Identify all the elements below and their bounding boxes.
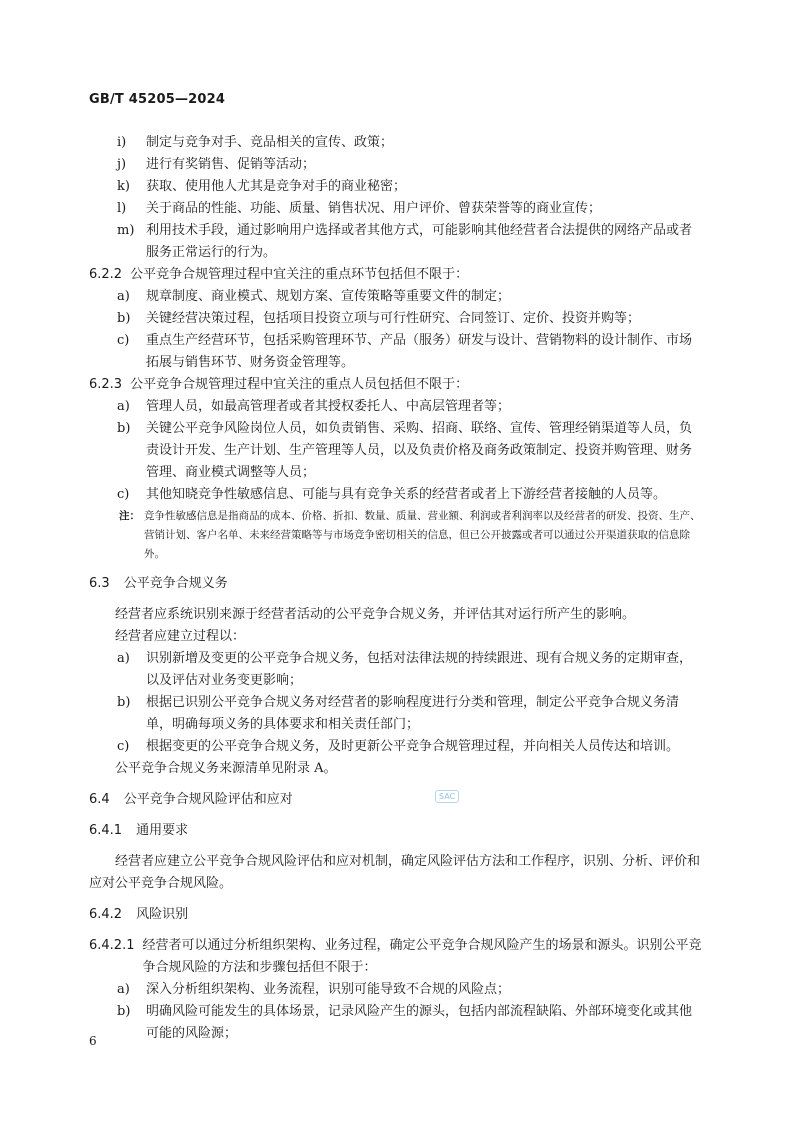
list-item-text: 重点生产经营环节，包括采购管理环节、产品（服务）研发与设计、营销物料的设计制作、市场拓展与销售环节、财务资金管理等。 <box>146 333 693 370</box>
section-number: 6.4 <box>89 792 110 807</box>
clause-6-2-2 <box>89 264 702 286</box>
clause-6-2-3 <box>89 374 702 396</box>
section-heading-6-4-2 <box>89 904 702 926</box>
note-text: 竞争性敏感信息是指商品的成本、价格、折扣、数量、质量、营业额、利润或者利润率以及经营者的研发、投资、生产、营销计划、客户名单、未来经营策略等与市场竞争密切相关的信息，但已公开披露或者可以通过公开渠道获取的信息除外。 <box>144 510 701 560</box>
list-item-label: a) <box>117 982 130 997</box>
list-item <box>89 396 702 418</box>
list-item-text: 其他知晓竞争性敏感信息、可能与具有竞争关系的经营者或者上下游经营者接触的人员等。 <box>146 487 667 502</box>
clause-number: 6.2.2 <box>89 267 123 282</box>
note-label: 注： <box>119 510 140 522</box>
list-item <box>89 648 702 692</box>
standard-number-header: GB/T 45205—2024 <box>89 92 226 107</box>
section-title: 风险识别 <box>136 907 189 922</box>
list-item-text: 利用技术手段，通过影响用户选择或者其他方式，可能影响其他经营者合法提供的网络产品或者服务正常运行的行为。 <box>146 223 693 260</box>
clause-text: 经营者可以通过分析组织架构、业务过程，确定公平竞争合规风险产生的场景和源头。识别公平竞争合规风险的方法和步骤包括但不限于： <box>142 938 702 975</box>
list-item-text: 进行有奖销售、促销等活动； <box>146 157 316 172</box>
list-item <box>89 154 702 176</box>
list-item-text: 根据变更的公平竞争合规义务，及时更新公平竞争合规管理过程，并向相关人员传达和培训。 <box>146 739 680 754</box>
page-content <box>89 132 702 1045</box>
list-item-label: c) <box>117 487 130 502</box>
list-item-text: 关键公平竞争风险岗位人员，如负责销售、采购、招商、联络、宣传、管理经销渠道等人员，负责设计开发、生产计划、生产管理等人员，以及负责价格及商务政策制定、投资并购管理、财务管理、商业模式调整等人员； <box>146 421 693 480</box>
list-item-label: l) <box>117 201 127 216</box>
list-item-label: a) <box>117 399 130 414</box>
list-item-label: b) <box>117 421 131 436</box>
list-item <box>89 692 702 736</box>
clause-text: 公平竞争合规管理过程中宜关注的重点人员包括但不限于： <box>130 377 469 392</box>
list-item-text: 规章制度、商业模式、规划方案、宣传策略等重要文件的制定； <box>146 289 511 304</box>
list-item-text: 明确风险可能发生的具体场景，记录风险产生的源头，包括内部流程缺陷、外部环境变化或其他可能的风险源； <box>146 1004 693 1041</box>
list-item <box>89 176 702 198</box>
list-item-label: i) <box>117 135 127 150</box>
clause-number: 6.4.2.1 <box>89 938 135 953</box>
list-item-label: a) <box>117 289 130 304</box>
list-item-text: 管理人员，如最高管理者或者其授权委托人、中高层管理者等； <box>146 399 511 414</box>
list-item-label: b) <box>117 695 131 710</box>
list-item <box>89 484 702 506</box>
list-item-text: 关于商品的性能、功能、质量、销售状况、用户评价、曾获荣誉等的商业宣传； <box>146 201 602 216</box>
clause-6-4-2-1 <box>89 935 702 979</box>
list-item-label: b) <box>117 1004 131 1019</box>
list-item-label: c) <box>117 739 130 754</box>
list-item-text: 关键经营决策过程，包括项目投资立项与可行性研究、合同签订、定价、投资并购等； <box>146 311 641 326</box>
paragraph: 经营者应系统识别来源于经营者活动的公平竞争合规义务，并评估其对运行所产生的影响。 <box>115 607 636 622</box>
list-item-label: c) <box>117 333 130 348</box>
list-item-label: a) <box>117 651 130 666</box>
section-number: 6.4.2 <box>89 907 123 922</box>
list-item <box>89 1001 702 1045</box>
section-heading-6-4 <box>89 789 702 811</box>
list-item-text: 根据已识别公平竞争合规义务对经营者的影响程度进行分类和管理，制定公平竞争合规义务清单，明确每项义务的具体要求和相关责任部门； <box>146 695 680 732</box>
list-item-label: k) <box>117 179 130 194</box>
list-item <box>89 979 702 1001</box>
section-heading-6-4-1 <box>89 820 702 842</box>
sac-watermark-logo: SAC <box>435 790 459 803</box>
list-item <box>89 736 702 758</box>
section-title: 公平竞争合规义务 <box>123 576 228 591</box>
section-number: 6.3 <box>89 576 110 591</box>
page-number: 6 <box>89 1034 97 1048</box>
list-item <box>89 198 702 220</box>
list-item <box>89 418 702 484</box>
section-heading-6-3 <box>89 573 702 595</box>
list-item-text: 识别新增及变更的公平竞争合规义务，包括对法律法规的持续跟进、现有合规义务的定期审查，以及评估对业务变更影响； <box>146 651 693 688</box>
list-item <box>89 132 702 154</box>
list-item-text: 深入分析组织架构、业务流程，识别可能导致不合规的风险点； <box>146 982 511 997</box>
list-item-label: m) <box>117 223 135 238</box>
paragraph: 经营者应建立公平竞争合规风险评估和应对机制，确定风险评估方法和工作程序，识别、分析、评价和应对公平竞争合规风险。 <box>89 854 701 891</box>
list-item <box>89 220 702 264</box>
list-item <box>89 330 702 374</box>
clause-text: 公平竞争合规管理过程中宜关注的重点环节包括但不限于： <box>130 267 469 282</box>
list-item-label: b) <box>117 311 131 326</box>
note <box>89 507 702 564</box>
paragraph: 经营者应建立过程以： <box>115 629 246 644</box>
section-number: 6.4.1 <box>89 823 123 838</box>
paragraph: 公平竞争合规义务来源清单见附录 A。 <box>115 761 337 776</box>
list-item-text: 获取、使用他人尤其是竞争对手的商业秘密； <box>146 179 407 194</box>
clause-number: 6.2.3 <box>89 377 123 392</box>
list-item <box>89 286 702 308</box>
list-item-label: j) <box>117 157 127 172</box>
list-item <box>89 308 702 330</box>
list-item-text: 制定与竞争对手、竞品相关的宣传、政策； <box>146 135 394 150</box>
section-title: 通用要求 <box>136 823 189 838</box>
section-title: 公平竞争合规风险评估和应对 <box>123 792 293 807</box>
